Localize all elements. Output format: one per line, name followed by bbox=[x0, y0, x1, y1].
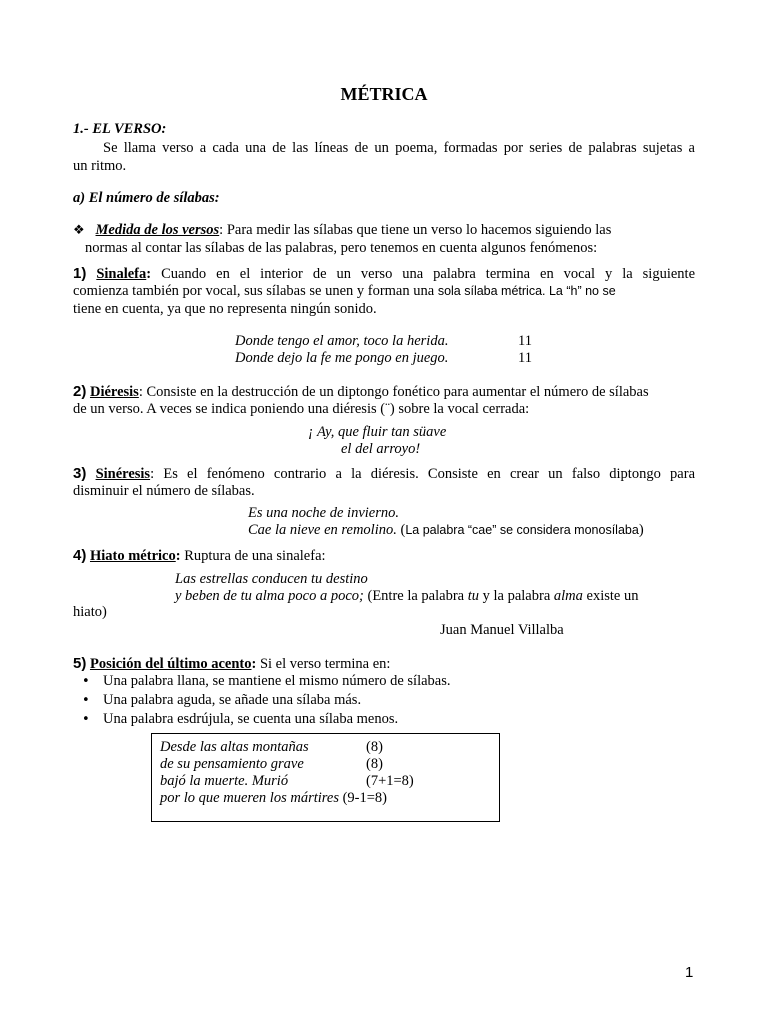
posicion-label: Posición del último acento bbox=[89, 656, 252, 672]
dieresis-verse-1: ¡ Ay, que fluir tan süave bbox=[308, 424, 447, 440]
box-count-4: (9-1=8) bbox=[342, 790, 388, 806]
sinalefa-line-3: tiene en cuenta, ya que no representa ningún sonido. bbox=[73, 301, 377, 317]
sinalefa-verse-2: Donde dejo la fe me pongo en juego. bbox=[235, 350, 449, 366]
box-verse-2: de su pensamiento grave bbox=[160, 756, 304, 772]
medida-label: Medida de los versos bbox=[95, 222, 220, 238]
hiato-label: Hiato métrico bbox=[89, 548, 176, 564]
example-verses-box bbox=[151, 733, 500, 822]
page-title: MÉTRICA bbox=[340, 84, 428, 104]
poem-author: Juan Manuel Villalba bbox=[440, 622, 564, 638]
dieresis-verse-2: el del arroyo! bbox=[341, 441, 421, 457]
sinalefa-text-1: Cuando en el interior de un verso una palabra termina en vocal y la siguiente bbox=[151, 266, 696, 282]
sineresis-label: Sinéresis bbox=[95, 466, 151, 482]
box-verse-4-row bbox=[160, 790, 387, 807]
posicion-line-1: 5) Posición del último acento: Si el verso termina en: bbox=[73, 655, 391, 672]
list-item: • Una palabra esdrújula, se cuenta una sílaba menos. bbox=[103, 710, 450, 729]
box-count-2: (8) bbox=[366, 756, 383, 772]
box-count-3: (7+1=8) bbox=[366, 773, 414, 789]
dieresis-label: Diéresis bbox=[89, 384, 139, 400]
sineresis-note: La palabra “cae” se considera monosílaba bbox=[405, 523, 639, 537]
medida-paragraph bbox=[73, 222, 611, 239]
intro-line-1: Se llama verso a cada una de las líneas de un poema, formadas por series de palabras sujetas a bbox=[103, 140, 695, 156]
intro-line-2: un ritmo. bbox=[73, 158, 127, 174]
hiato-verse-2-row: y beben de tu alma poco a poco; (Entre la palabra tu y la palabra alma existe un bbox=[175, 588, 639, 604]
list-item: • Una palabra llana, se mantiene el mismo número de sílabas. bbox=[103, 672, 450, 691]
sinalefa-verse-1: Donde tengo el amor, toco la herida. bbox=[235, 333, 449, 349]
accent-rules-list bbox=[79, 672, 450, 729]
hiato-verse-1: Las estrellas conducen tu destino bbox=[175, 571, 368, 587]
section-heading-verso: 1.- EL VERSO: bbox=[73, 121, 167, 137]
sinalefa-line-2: comienza también por vocal, sus sílabas se unen y forman una sola sílaba métrica. La “h” no se bbox=[73, 283, 616, 299]
sineresis-verse-1: Es una noche de invierno. bbox=[248, 505, 400, 521]
sola-silaba-metrica-text: sola sílaba métrica. La “h” no se bbox=[437, 284, 616, 298]
box-verse-4: por lo que mueren los mártires bbox=[160, 790, 339, 806]
box-verse-1: Desde las altas montañas bbox=[160, 739, 309, 755]
diamond-bullet-icon: ❖ bbox=[73, 223, 85, 238]
dieresis-line-2: de un verso. A veces se indica poniendo una diéresis (¨) sobre la vocal cerrada: bbox=[73, 401, 530, 417]
box-count-1: (8) bbox=[366, 739, 383, 755]
sineresis-line-2: disminuir el número de sílabas. bbox=[73, 483, 255, 499]
medida-text-1: : Para medir las sílabas que tiene un verso lo hacemos siguiendo las bbox=[219, 222, 612, 238]
list-item: • Una palabra aguda, se añade una sílaba más. bbox=[103, 691, 450, 710]
sinalefa-line-1: 1) Sinalefa: Cuando en el interior de un verso una palabra termina en vocal y la siguiente bbox=[73, 265, 696, 282]
hiato-line-1: 4) Hiato métrico: Ruptura de una sinalefa: bbox=[73, 547, 326, 564]
medida-text-2: normas al contar las sílabas de las palabras, pero tenemos en cuenta algunos fenómenos: bbox=[85, 240, 598, 256]
sinalefa-count-2: 11 bbox=[518, 350, 532, 366]
sineresis-line-1: 3) Sinéresis: Es el fenómeno contrario a la diéresis. Consiste en crear un falso diptongo para bbox=[73, 465, 696, 482]
sinalefa-label: Sinalefa bbox=[96, 266, 147, 282]
box-verse-3: bajó la muerte. Murió bbox=[160, 773, 289, 789]
sinalefa-count-1: 11 bbox=[518, 333, 532, 349]
page-number: 1 bbox=[685, 964, 694, 981]
sineresis-verse-2-row: Cae la nieve en remolino. (La palabra “cae” se considera monosílaba) bbox=[248, 522, 644, 538]
hiato-note-line-2: hiato) bbox=[73, 604, 107, 620]
dieresis-line-1: 2) Diéresis: Consiste en la destrucción de un diptongo fonético para aumentar el número de sílabas bbox=[73, 383, 649, 400]
subsection-heading-silabas: a) El número de sílabas: bbox=[73, 190, 220, 206]
